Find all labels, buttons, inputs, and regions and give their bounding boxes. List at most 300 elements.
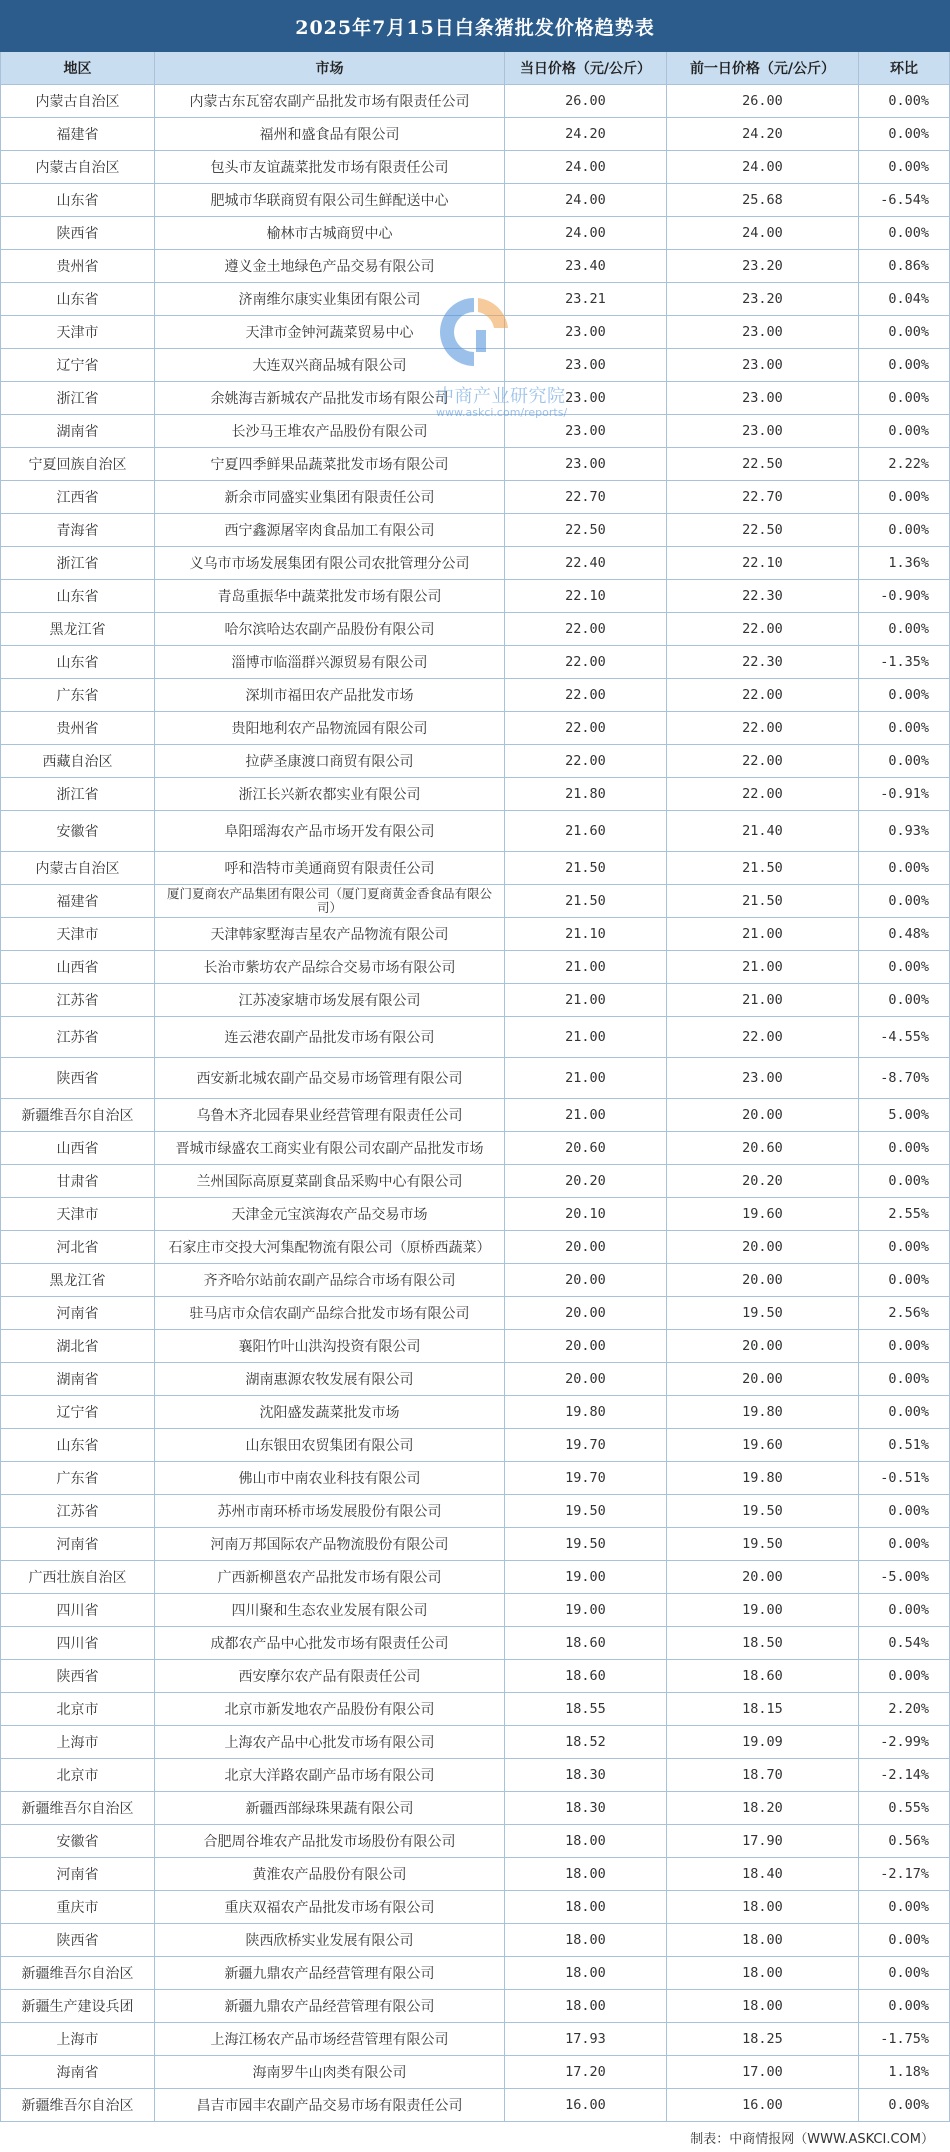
cell-change: 0.00% [859, 217, 950, 249]
cell-region: 河南省 [0, 1528, 155, 1560]
table-row [0, 514, 950, 547]
cell-yesterday-price: 21.40 [667, 811, 859, 851]
table-row [0, 580, 950, 613]
cell-change: 0.00% [859, 1891, 950, 1923]
cell-region: 湖南省 [0, 1363, 155, 1395]
watermark-url: www.askci.com/reports/ [436, 406, 568, 419]
cell-change: 0.00% [859, 1957, 950, 1989]
table-row [0, 745, 950, 778]
table-row [0, 184, 950, 217]
cell-yesterday-price: 19.50 [667, 1528, 859, 1560]
cell-change: 0.00% [859, 1363, 950, 1395]
cell-change: 2.56% [859, 1297, 950, 1329]
cell-region: 北京市 [0, 1693, 155, 1725]
table-row [0, 1990, 950, 2023]
cell-today-price: 19.00 [505, 1561, 667, 1593]
cell-market: 天津韩家墅海吉星农产品物流有限公司 [155, 918, 505, 950]
cell-today-price: 18.55 [505, 1693, 667, 1725]
cell-region: 广东省 [0, 1462, 155, 1494]
table-row [0, 646, 950, 679]
cell-change: -4.55% [859, 1017, 950, 1057]
table-row [0, 1528, 950, 1561]
cell-region: 河北省 [0, 1231, 155, 1263]
cell-change: 1.36% [859, 547, 950, 579]
cell-today-price: 21.00 [505, 1017, 667, 1057]
cell-region: 内蒙古自治区 [0, 151, 155, 183]
cell-today-price: 20.60 [505, 1132, 667, 1164]
cell-change: 0.00% [859, 852, 950, 884]
cell-market: 上海江杨农产品市场经营管理有限公司 [155, 2023, 505, 2055]
cell-region: 山西省 [0, 1132, 155, 1164]
cell-change: 0.00% [859, 613, 950, 645]
cell-market: 沈阳盛发蔬菜批发市场 [155, 1396, 505, 1428]
cell-today-price: 18.00 [505, 1891, 667, 1923]
table-row [0, 151, 950, 184]
cell-yesterday-price: 19.60 [667, 1429, 859, 1461]
cell-change: 0.00% [859, 745, 950, 777]
table-row [0, 1660, 950, 1693]
cell-today-price: 21.00 [505, 1058, 667, 1098]
cell-market: 深圳市福田农产品批发市场 [155, 679, 505, 711]
cell-today-price: 18.60 [505, 1627, 667, 1659]
cell-region: 陕西省 [0, 1924, 155, 1956]
cell-market: 贵阳地利农产品物流园有限公司 [155, 712, 505, 744]
table-row [0, 1891, 950, 1924]
table-row [0, 1825, 950, 1858]
table-row [0, 448, 950, 481]
cell-today-price: 20.00 [505, 1264, 667, 1296]
table-body [0, 85, 950, 2122]
cell-market: 乌鲁木齐北园春果业经营管理有限责任公司 [155, 1099, 505, 1131]
cell-change: 0.55% [859, 1792, 950, 1824]
cell-yesterday-price: 22.00 [667, 745, 859, 777]
cell-change: 0.00% [859, 1132, 950, 1164]
table-row [0, 1957, 950, 1990]
cell-change: 0.00% [859, 885, 950, 917]
column-header-today-price: 当日价格（元/公斤） [505, 52, 667, 84]
cell-today-price: 21.00 [505, 951, 667, 983]
cell-change: 1.18% [859, 2056, 950, 2088]
cell-today-price: 19.80 [505, 1396, 667, 1428]
cell-change: -0.51% [859, 1462, 950, 1494]
table-row [0, 1429, 950, 1462]
cell-market: 呼和浩特市美通商贸有限责任公司 [155, 852, 505, 884]
column-header-yesterday-price: 前一日价格（元/公斤） [667, 52, 859, 84]
cell-yesterday-price: 19.80 [667, 1396, 859, 1428]
cell-region: 天津市 [0, 918, 155, 950]
cell-yesterday-price: 21.50 [667, 885, 859, 917]
cell-today-price: 18.00 [505, 1957, 667, 1989]
table-row [0, 382, 950, 415]
cell-market: 拉萨圣康渡口商贸有限公司 [155, 745, 505, 777]
cell-today-price: 21.00 [505, 1099, 667, 1131]
cell-today-price: 18.00 [505, 1858, 667, 1890]
cell-change: -1.75% [859, 2023, 950, 2055]
cell-yesterday-price: 20.60 [667, 1132, 859, 1164]
cell-change: 0.00% [859, 951, 950, 983]
table-row [0, 85, 950, 118]
cell-yesterday-price: 23.20 [667, 250, 859, 282]
cell-yesterday-price: 17.90 [667, 1825, 859, 1857]
cell-yesterday-price: 21.00 [667, 951, 859, 983]
cell-change: -2.17% [859, 1858, 950, 1890]
cell-region: 浙江省 [0, 778, 155, 810]
cell-market: 新余市同盛实业集团有限责任公司 [155, 481, 505, 513]
cell-today-price: 23.40 [505, 250, 667, 282]
cell-change: 0.00% [859, 349, 950, 381]
cell-region: 天津市 [0, 316, 155, 348]
table-row [0, 918, 950, 951]
cell-market: 北京市新发地农产品股份有限公司 [155, 1693, 505, 1725]
cell-market: 厦门夏商农产品集团有限公司（厦门夏商黄金香食品有限公司） [155, 885, 505, 917]
cell-region: 新疆维吾尔自治区 [0, 2089, 155, 2121]
cell-today-price: 22.00 [505, 646, 667, 678]
cell-yesterday-price: 17.00 [667, 2056, 859, 2088]
table-row [0, 1792, 950, 1825]
cell-today-price: 18.00 [505, 1924, 667, 1956]
cell-market: 昌吉市园丰农副产品交易市场有限责任公司 [155, 2089, 505, 2121]
cell-market: 陕西欣桥实业发展有限公司 [155, 1924, 505, 1956]
cell-today-price: 22.50 [505, 514, 667, 546]
cell-region: 黑龙江省 [0, 613, 155, 645]
cell-region: 四川省 [0, 1594, 155, 1626]
cell-change: 2.20% [859, 1693, 950, 1725]
cell-today-price: 20.00 [505, 1330, 667, 1362]
cell-change: 5.00% [859, 1099, 950, 1131]
table-header-row [0, 52, 950, 85]
cell-market: 湖南惠源农牧发展有限公司 [155, 1363, 505, 1395]
cell-market: 阜阳瑶海农产品市场开发有限公司 [155, 811, 505, 851]
column-header-change: 环比 [859, 52, 950, 84]
cell-change: -2.99% [859, 1726, 950, 1758]
table-row [0, 283, 950, 316]
cell-yesterday-price: 19.80 [667, 1462, 859, 1494]
table-row [0, 613, 950, 646]
cell-region: 福建省 [0, 885, 155, 917]
cell-region: 山东省 [0, 580, 155, 612]
cell-market: 石家庄市交投大河集配物流有限公司（原桥西蔬菜） [155, 1231, 505, 1263]
table-row [0, 1330, 950, 1363]
cell-region: 新疆维吾尔自治区 [0, 1957, 155, 1989]
cell-today-price: 18.30 [505, 1792, 667, 1824]
cell-change: -6.54% [859, 184, 950, 216]
cell-region: 陕西省 [0, 1660, 155, 1692]
table-row [0, 1495, 950, 1528]
cell-yesterday-price: 18.20 [667, 1792, 859, 1824]
cell-today-price: 19.50 [505, 1495, 667, 1527]
cell-yesterday-price: 18.70 [667, 1759, 859, 1791]
cell-yesterday-price: 22.00 [667, 1017, 859, 1057]
cell-today-price: 24.00 [505, 184, 667, 216]
table-row [0, 811, 950, 852]
cell-yesterday-price: 24.00 [667, 151, 859, 183]
cell-market: 青岛重振华中蔬菜批发市场有限公司 [155, 580, 505, 612]
cell-region: 内蒙古自治区 [0, 85, 155, 117]
cell-today-price: 22.00 [505, 679, 667, 711]
cell-change: 0.00% [859, 118, 950, 150]
cell-change: 0.00% [859, 984, 950, 1016]
cell-change: 0.86% [859, 250, 950, 282]
cell-today-price: 20.00 [505, 1231, 667, 1263]
cell-region: 辽宁省 [0, 349, 155, 381]
cell-yesterday-price: 18.00 [667, 1891, 859, 1923]
cell-yesterday-price: 20.00 [667, 1231, 859, 1263]
cell-today-price: 22.10 [505, 580, 667, 612]
cell-region: 河南省 [0, 1858, 155, 1890]
cell-today-price: 23.00 [505, 448, 667, 480]
cell-market: 包头市友谊蔬菜批发市场有限责任公司 [155, 151, 505, 183]
cell-region: 山东省 [0, 184, 155, 216]
cell-region: 青海省 [0, 514, 155, 546]
cell-region: 河南省 [0, 1297, 155, 1329]
cell-change: 0.00% [859, 679, 950, 711]
cell-region: 新疆生产建设兵团 [0, 1990, 155, 2022]
cell-change: 0.54% [859, 1627, 950, 1659]
cell-change: 0.00% [859, 415, 950, 447]
cell-change: 0.00% [859, 712, 950, 744]
cell-yesterday-price: 22.30 [667, 580, 859, 612]
cell-change: -1.35% [859, 646, 950, 678]
cell-today-price: 26.00 [505, 85, 667, 117]
table-row [0, 1594, 950, 1627]
cell-change: 0.00% [859, 1990, 950, 2022]
cell-market: 长治市紫坊农产品综合交易市场有限公司 [155, 951, 505, 983]
cell-today-price: 22.70 [505, 481, 667, 513]
cell-yesterday-price: 18.25 [667, 2023, 859, 2055]
cell-today-price: 21.50 [505, 885, 667, 917]
cell-yesterday-price: 19.60 [667, 1198, 859, 1230]
cell-market: 兰州国际高原夏菜副食品采购中心有限公司 [155, 1165, 505, 1197]
cell-change: -5.00% [859, 1561, 950, 1593]
cell-today-price: 23.21 [505, 283, 667, 315]
cell-region: 陕西省 [0, 217, 155, 249]
cell-region: 安徽省 [0, 1825, 155, 1857]
cell-yesterday-price: 23.00 [667, 415, 859, 447]
table-row [0, 415, 950, 448]
cell-change: 0.00% [859, 1231, 950, 1263]
table-row [0, 679, 950, 712]
table-row [0, 547, 950, 580]
cell-region: 新疆维吾尔自治区 [0, 1099, 155, 1131]
cell-market: 合肥周谷堆农产品批发市场股份有限公司 [155, 1825, 505, 1857]
cell-yesterday-price: 22.10 [667, 547, 859, 579]
cell-region: 贵州省 [0, 250, 155, 282]
cell-yesterday-price: 26.00 [667, 85, 859, 117]
cell-today-price: 18.00 [505, 1990, 667, 2022]
cell-change: -0.91% [859, 778, 950, 810]
cell-today-price: 21.50 [505, 852, 667, 884]
cell-market: 福州和盛食品有限公司 [155, 118, 505, 150]
cell-region: 内蒙古自治区 [0, 852, 155, 884]
cell-today-price: 22.00 [505, 712, 667, 744]
cell-change: 0.00% [859, 1330, 950, 1362]
table-row [0, 1099, 950, 1132]
cell-today-price: 23.00 [505, 349, 667, 381]
cell-yesterday-price: 22.50 [667, 448, 859, 480]
cell-change: 0.00% [859, 514, 950, 546]
cell-change: 0.00% [859, 316, 950, 348]
table-row [0, 217, 950, 250]
table-row [0, 984, 950, 1017]
cell-market: 天津金元宝滨海农产品交易市场 [155, 1198, 505, 1230]
cell-yesterday-price: 18.00 [667, 1990, 859, 2022]
cell-region: 天津市 [0, 1198, 155, 1230]
cell-region: 重庆市 [0, 1891, 155, 1923]
cell-market: 天津市金钟河蔬菜贸易中心 [155, 316, 505, 348]
cell-today-price: 20.00 [505, 1297, 667, 1329]
cell-yesterday-price: 18.15 [667, 1693, 859, 1725]
cell-yesterday-price: 22.70 [667, 481, 859, 513]
cell-yesterday-price: 16.00 [667, 2089, 859, 2121]
cell-change: 0.04% [859, 283, 950, 315]
cell-today-price: 23.00 [505, 316, 667, 348]
cell-market: 新疆九鼎农产品经营管理有限公司 [155, 1957, 505, 1989]
table-row [0, 1297, 950, 1330]
cell-yesterday-price: 24.00 [667, 217, 859, 249]
cell-region: 贵州省 [0, 712, 155, 744]
cell-market: 成都农产品中心批发市场有限责任公司 [155, 1627, 505, 1659]
cell-yesterday-price: 25.68 [667, 184, 859, 216]
table-row [0, 2089, 950, 2122]
cell-yesterday-price: 22.00 [667, 679, 859, 711]
table-row [0, 1017, 950, 1058]
table-row [0, 316, 950, 349]
cell-region: 江苏省 [0, 1495, 155, 1527]
cell-region: 山东省 [0, 1429, 155, 1461]
cell-yesterday-price: 18.40 [667, 1858, 859, 1890]
cell-market: 北京大洋路农副产品市场有限公司 [155, 1759, 505, 1791]
cell-region: 浙江省 [0, 547, 155, 579]
table-source-note: 制表：中商情报网（WWW.ASKCI.COM） [690, 2131, 934, 2147]
cell-yesterday-price: 23.00 [667, 1058, 859, 1098]
cell-today-price: 18.00 [505, 1825, 667, 1857]
cell-today-price: 18.30 [505, 1759, 667, 1791]
cell-market: 襄阳竹叶山洪沟投资有限公司 [155, 1330, 505, 1362]
cell-today-price: 21.60 [505, 811, 667, 851]
cell-today-price: 20.20 [505, 1165, 667, 1197]
cell-change: 0.48% [859, 918, 950, 950]
cell-market: 连云港农副产品批发市场有限公司 [155, 1017, 505, 1057]
cell-yesterday-price: 19.50 [667, 1495, 859, 1527]
cell-yesterday-price: 22.00 [667, 613, 859, 645]
table-row [0, 1726, 950, 1759]
table-row [0, 712, 950, 745]
table-row [0, 1693, 950, 1726]
cell-region: 山西省 [0, 951, 155, 983]
cell-yesterday-price: 20.00 [667, 1264, 859, 1296]
cell-region: 江苏省 [0, 1017, 155, 1057]
cell-region: 安徽省 [0, 811, 155, 851]
cell-today-price: 17.20 [505, 2056, 667, 2088]
cell-market: 驻马店市众信农副产品综合批发市场有限公司 [155, 1297, 505, 1329]
cell-yesterday-price: 18.60 [667, 1660, 859, 1692]
table-row [0, 885, 950, 918]
cell-market: 重庆双福农产品批发市场有限公司 [155, 1891, 505, 1923]
cell-today-price: 23.00 [505, 382, 667, 414]
cell-today-price: 19.50 [505, 1528, 667, 1560]
cell-market: 西宁鑫源屠宰肉食品加工有限公司 [155, 514, 505, 546]
cell-yesterday-price: 20.00 [667, 1363, 859, 1395]
cell-yesterday-price: 18.00 [667, 1924, 859, 1956]
cell-today-price: 17.93 [505, 2023, 667, 2055]
cell-yesterday-price: 22.50 [667, 514, 859, 546]
cell-change: -2.14% [859, 1759, 950, 1791]
column-header-market: 市场 [155, 52, 505, 84]
cell-yesterday-price: 24.20 [667, 118, 859, 150]
cell-market: 浙江长兴新农都实业有限公司 [155, 778, 505, 810]
cell-region: 上海市 [0, 2023, 155, 2055]
cell-region: 江苏省 [0, 984, 155, 1016]
cell-yesterday-price: 21.00 [667, 984, 859, 1016]
cell-change: 0.00% [859, 382, 950, 414]
cell-market: 江苏凌家塘市场发展有限公司 [155, 984, 505, 1016]
table-row [0, 1396, 950, 1429]
cell-today-price: 24.20 [505, 118, 667, 150]
cell-region: 宁夏回族自治区 [0, 448, 155, 480]
cell-change: 0.00% [859, 1924, 950, 1956]
cell-yesterday-price: 22.00 [667, 712, 859, 744]
cell-market: 苏州市南环桥市场发展股份有限公司 [155, 1495, 505, 1527]
table-row [0, 118, 950, 151]
cell-yesterday-price: 20.00 [667, 1099, 859, 1131]
table-row [0, 1462, 950, 1495]
cell-market: 榆林市古城商贸中心 [155, 217, 505, 249]
cell-today-price: 21.10 [505, 918, 667, 950]
cell-market: 西安摩尔农产品有限责任公司 [155, 1660, 505, 1692]
cell-market: 哈尔滨哈达农副产品股份有限公司 [155, 613, 505, 645]
cell-market: 四川聚和生态农业发展有限公司 [155, 1594, 505, 1626]
cell-market: 淄博市临淄群兴源贸易有限公司 [155, 646, 505, 678]
cell-market: 济南维尔康实业集团有限公司 [155, 283, 505, 315]
cell-change: 0.00% [859, 1660, 950, 1692]
table-row [0, 1759, 950, 1792]
cell-region: 山东省 [0, 646, 155, 678]
cell-yesterday-price: 23.00 [667, 349, 859, 381]
table-row [0, 1561, 950, 1594]
cell-market: 佛山市中南农业科技有限公司 [155, 1462, 505, 1494]
cell-yesterday-price: 19.50 [667, 1297, 859, 1329]
cell-change: 0.00% [859, 1495, 950, 1527]
cell-market: 长沙马王堆农产品股份有限公司 [155, 415, 505, 447]
cell-today-price: 22.40 [505, 547, 667, 579]
cell-yesterday-price: 21.00 [667, 918, 859, 950]
cell-today-price: 21.80 [505, 778, 667, 810]
cell-market: 遵义金土地绿色产品交易有限公司 [155, 250, 505, 282]
cell-market: 齐齐哈尔站前农副产品综合市场有限公司 [155, 1264, 505, 1296]
cell-region: 福建省 [0, 118, 155, 150]
cell-yesterday-price: 19.00 [667, 1594, 859, 1626]
cell-change: 0.00% [859, 151, 950, 183]
cell-yesterday-price: 23.20 [667, 283, 859, 315]
cell-region: 广东省 [0, 679, 155, 711]
cell-region: 陕西省 [0, 1058, 155, 1098]
cell-change: 2.55% [859, 1198, 950, 1230]
table-row [0, 1058, 950, 1099]
table-row [0, 1627, 950, 1660]
cell-today-price: 18.60 [505, 1660, 667, 1692]
cell-today-price: 22.00 [505, 745, 667, 777]
cell-change: 0.00% [859, 481, 950, 513]
watermark-name: 中商产业研究院 [436, 386, 566, 407]
table-row [0, 1264, 950, 1297]
cell-yesterday-price: 20.20 [667, 1165, 859, 1197]
cell-today-price: 20.00 [505, 1363, 667, 1395]
cell-yesterday-price: 21.50 [667, 852, 859, 884]
cell-change: 0.00% [859, 1528, 950, 1560]
cell-change: 0.00% [859, 1264, 950, 1296]
cell-market: 河南万邦国际农产品物流股份有限公司 [155, 1528, 505, 1560]
cell-yesterday-price: 23.00 [667, 382, 859, 414]
